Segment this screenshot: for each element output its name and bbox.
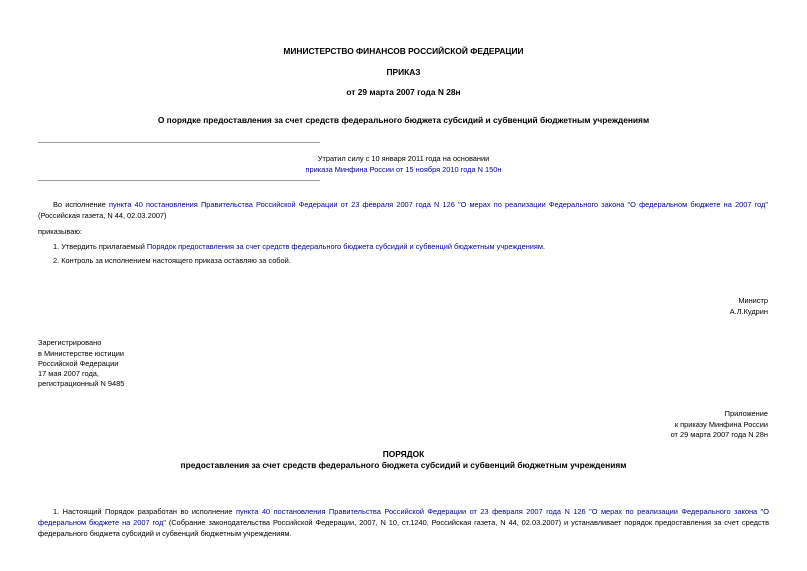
procedure-p1-suffix: (Собрание законодательства Российской Федерации, 2007, N 10, ст.1240, Российская газета, N 44, 02.03.2007) и устанавливает порядок предоставления за счет средств федерального бюджета субсидий и субвенций бюджетным учреждениям.	[38, 518, 769, 539]
signatory-name: А.Л.Кудрин	[729, 307, 768, 316]
procedure-subheading: предоставления за счет средств федерального бюджета субсидий и субвенций бюджетным учреждениям	[180, 460, 627, 470]
repeal-order-link[interactable]: приказа Минфина России от 15 ноября 2010 года N 150н	[305, 165, 502, 174]
item1-suffix: .	[543, 242, 546, 252]
signatory-position: Министр	[738, 296, 768, 305]
registration-line-2: в Министерстве юстиции	[38, 349, 125, 358]
preamble-resolution-link[interactable]: пункта 40 постановления Правительства Российской Федерации от 23 февраля 2007 года N 126 "О мерах по реализации Федерального закона "О федеральном бюджете на 2007 год"	[108, 200, 768, 210]
item1-prefix: 1. Утвердить прилагаемый	[53, 242, 147, 252]
repeal-note-text: Утратил силу с 10 января 2011 года на основании	[317, 154, 490, 163]
ministry-heading: МИНИСТЕРСТВО ФИНАНСОВ РОССИЙСКОЙ ФЕДЕРАЦИИ	[283, 46, 524, 56]
registration-line-1: Зарегистрировано	[38, 338, 102, 347]
divider-bottom	[38, 180, 320, 181]
order-word: приказываю:	[38, 227, 82, 236]
doc-type-heading: ПРИКАЗ	[386, 67, 421, 77]
order-item-2: 2. Контроль за исполнением настоящего приказа оставляю за собой.	[53, 256, 291, 265]
registration-line-4: 17 мая 2007 года,	[38, 369, 99, 378]
doc-title: О порядке предоставления за счет средств федерального бюджета субсидий и субвенций бюджетным учреждениям	[157, 115, 650, 125]
procedure-heading: ПОРЯДОК	[382, 449, 425, 459]
order-item-1	[53, 241, 768, 252]
appendix-line-3: от 29 марта 2007 года N 28н	[670, 430, 768, 439]
procedure-paragraph-1	[38, 506, 769, 539]
registration-line-5: регистрационный N 9485	[38, 379, 125, 388]
appendix-line-1: Приложение	[724, 409, 768, 418]
preamble-paragraph	[38, 199, 768, 221]
procedure-link[interactable]: Порядок предоставления за счет средств федерального бюджета субсидий и субвенций бюджетным учреждениям	[146, 242, 544, 252]
registration-line-3: Российской Федерации	[38, 359, 119, 368]
divider-top	[38, 142, 320, 143]
procedure-p1-prefix: 1. Настоящий Порядок разработан во исполнение	[53, 507, 236, 517]
doc-date-number: от 29 марта 2007 года N 28н	[346, 87, 461, 97]
procedure-resolution-link[interactable]: пункта 40 постановления Правительства Российской Федерации от 23 февраля 2007 года N 126 "О мерах по реализации Федерального закона "О федеральном бюджете на 2007 год"	[38, 507, 769, 528]
appendix-line-2: к приказу Минфина России	[674, 420, 768, 429]
preamble-suffix: (Российская газета, N 44, 02.03.2007)	[38, 211, 167, 221]
preamble-prefix: Во исполнение	[53, 200, 109, 210]
